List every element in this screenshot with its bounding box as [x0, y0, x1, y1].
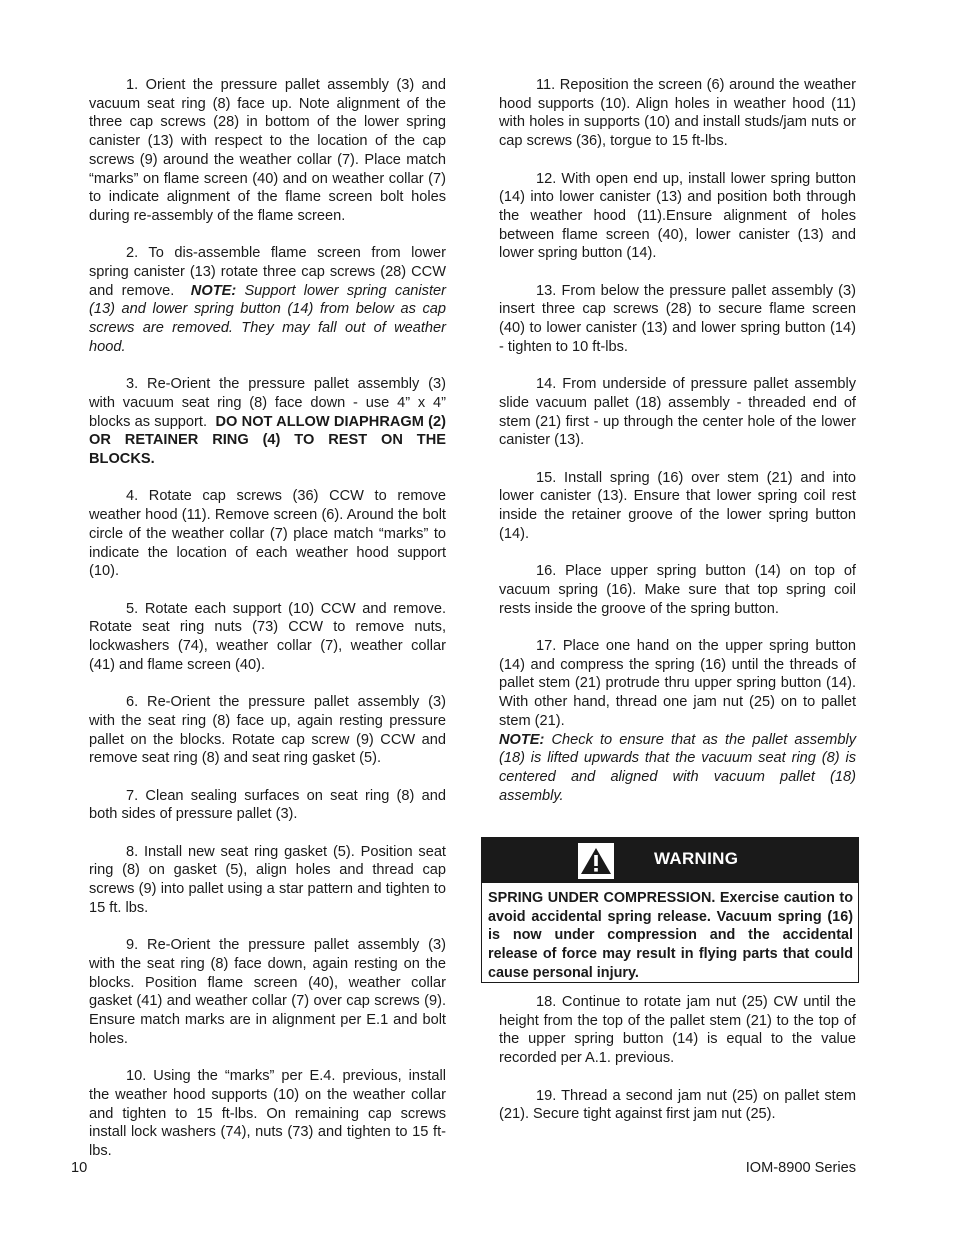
step-2	[89, 244, 446, 356]
warning-text: SPRING UNDER COMPRESSION. Exercise caution to avoid accidental spring release. Vacuum spring (16) is now under compression and the accidental release of force may result in flying parts that could cause personal injury.	[488, 890, 853, 981]
step-11: 11. Reposition the screen (6) around the weather hood supports (10). Align holes in weather hood (11) with holes in supports (10) and install studs/jam nuts or cap screws (36), torgue to 15 ft-lbs.	[499, 77, 856, 150]
step-17-note	[499, 731, 856, 806]
step-17: 17. Place one hand on the upper spring button (14) and compress the spring (16) until the threads of pallet stem (21) protrude thru upper spring button (14). With other hand, thread one jam nut (25) on to pallet stem (21).	[499, 638, 856, 729]
step-15: 15. Install spring (16) over stem (21) and into lower canister (13). Ensure that lower spring coil rest inside the retainer groove of the lower spring button (14).	[499, 469, 856, 542]
step-6: 6. Re-Orient the pressure pallet assembly (3) with the seat ring (8) face up, again resting pressure pallet on the blocks. Rotate cap screw (9) CCW and remove seat ring (8) and seat ring gasket (5).	[89, 694, 446, 767]
step-7: 7. Clean sealing surfaces on seat ring (8) and both sides of pressure pallet (3).	[89, 787, 446, 823]
warning-box	[481, 837, 859, 983]
step-3	[89, 375, 446, 469]
step-2-note-label: NOTE:	[190, 282, 237, 299]
step-19: 19. Thread a second jam nut (25) on pallet stem (21). Secure tight against first jam nut (25).	[499, 1087, 856, 1123]
step-3-caution: DO NOT ALLOW DIAPHRAGM (2) OR RETAINER RING (4) TO REST ON THE BLOCKS.	[89, 413, 446, 468]
step-8: 8. Install new seat ring gasket (5). Position seat ring (8) on gasket (5), align holes and thread cap screws (9) into pallet using a star pattern and tighten to 15 ft. lbs.	[89, 843, 446, 916]
step-5: 5. Rotate each support (10) CCW and remove. Rotate seat ring nuts (73) CCW to remove nuts, lockwashers (74), weather collar (7), weather collar (41) and flame screen (40).	[89, 600, 446, 673]
warning-title: WARNING	[654, 849, 739, 868]
step-4: 4. Rotate cap screws (36) CCW to remove weather hood (11). Remove screen (6). Around the bolt circle of the weather collar (7) place match “marks” to indicate the location of each weather hood support (10).	[89, 488, 446, 580]
left-column	[89, 76, 446, 1179]
document-series: IOM-8900 Series	[745, 1160, 856, 1176]
step-16: 16. Place upper spring button (14) on top of vacuum spring (16). Make sure that top spring coil rests inside the groove of the spring button.	[499, 563, 856, 617]
steps-after-warning	[499, 993, 856, 1143]
step-9: 9. Re-Orient the pressure pallet assembly (3) with the seat ring (8) face down, again resting on the blocks. Position flame screen (40), weather collar gasket (41) and weather collar (7) over cap screws (9). Ensure match marks are in alignment per E.1 and bolt holes.	[89, 937, 446, 1047]
step-1: 1. Orient the pressure pallet assembly (3) and vacuum seat ring (8) face up. Note alignment of the three cap screws (28) in bottom of the lower spring canister (13) with respect to the location of the cap screws (9) around the weather collar (7). Place match “marks” on flame screen (40) and on weather collar (7) to indicate alignment of the flame screen bolt holes during re-assembly of the flame screen.	[89, 77, 446, 224]
step-14: 14. From underside of pressure pallet assembly slide vacuum pallet (18) assembly - threaded end of stem (21) first - up through the center hole of the lower canister (13).	[499, 376, 856, 449]
right-column	[499, 76, 856, 824]
step-2-text: 2. To dis-assemble flame screen from lower spring canister (13) rotate three cap screws (28) CCW and remove.	[89, 245, 446, 299]
warning-header	[482, 838, 858, 883]
step-10: 10. Using the “marks” per E.4. previous, install the weather hood supports (10) on the weather collar and tighten to 15 ft-lbs. On remaining cap screws install lock washers (74), nuts (73) and tighten to 15 ft-lbs.	[89, 1068, 446, 1159]
step-3-text: 3. Re-Orient the pressure pallet assembly (3) with vacuum seat ring (8) face down - use 4” x 4” blocks as support.	[89, 376, 446, 430]
page-number: 10	[71, 1160, 88, 1176]
step-18: 18. Continue to rotate jam nut (25) CW until the height from the top of the pallet stem (21) to the top of the upper spring button (14) is equal to the value recorded per A.1. previous.	[499, 994, 856, 1067]
step-2-note-text: Support lower spring canister (13) and lower spring button (14) from below as cap screws are removed. They may fall out of weather hood.	[89, 282, 446, 355]
warning-triangle-icon	[578, 843, 614, 879]
step-13: 13. From below the pressure pallet assembly (3) insert three cap screws (28) to secure flame screen (40) to lower canister (13) and lower spring button (14) - tighten to 10 ft-lbs.	[499, 282, 856, 355]
step-17-note-label: NOTE:	[499, 731, 545, 748]
step-12: 12. With open end up, install lower spring button (14) into lower canister (13) and position both through the weather hood (11).Ensure alignment of holes between flame screen (40), lower canister (13) and lower spring button (14).	[499, 170, 856, 262]
step-17-note-text: Check to ensure that as the pallet assembly (18) is lifted upwards that the vacuum seat ring (8) is centered and aligned with vacuum pallet (18) assembly.	[499, 731, 856, 804]
